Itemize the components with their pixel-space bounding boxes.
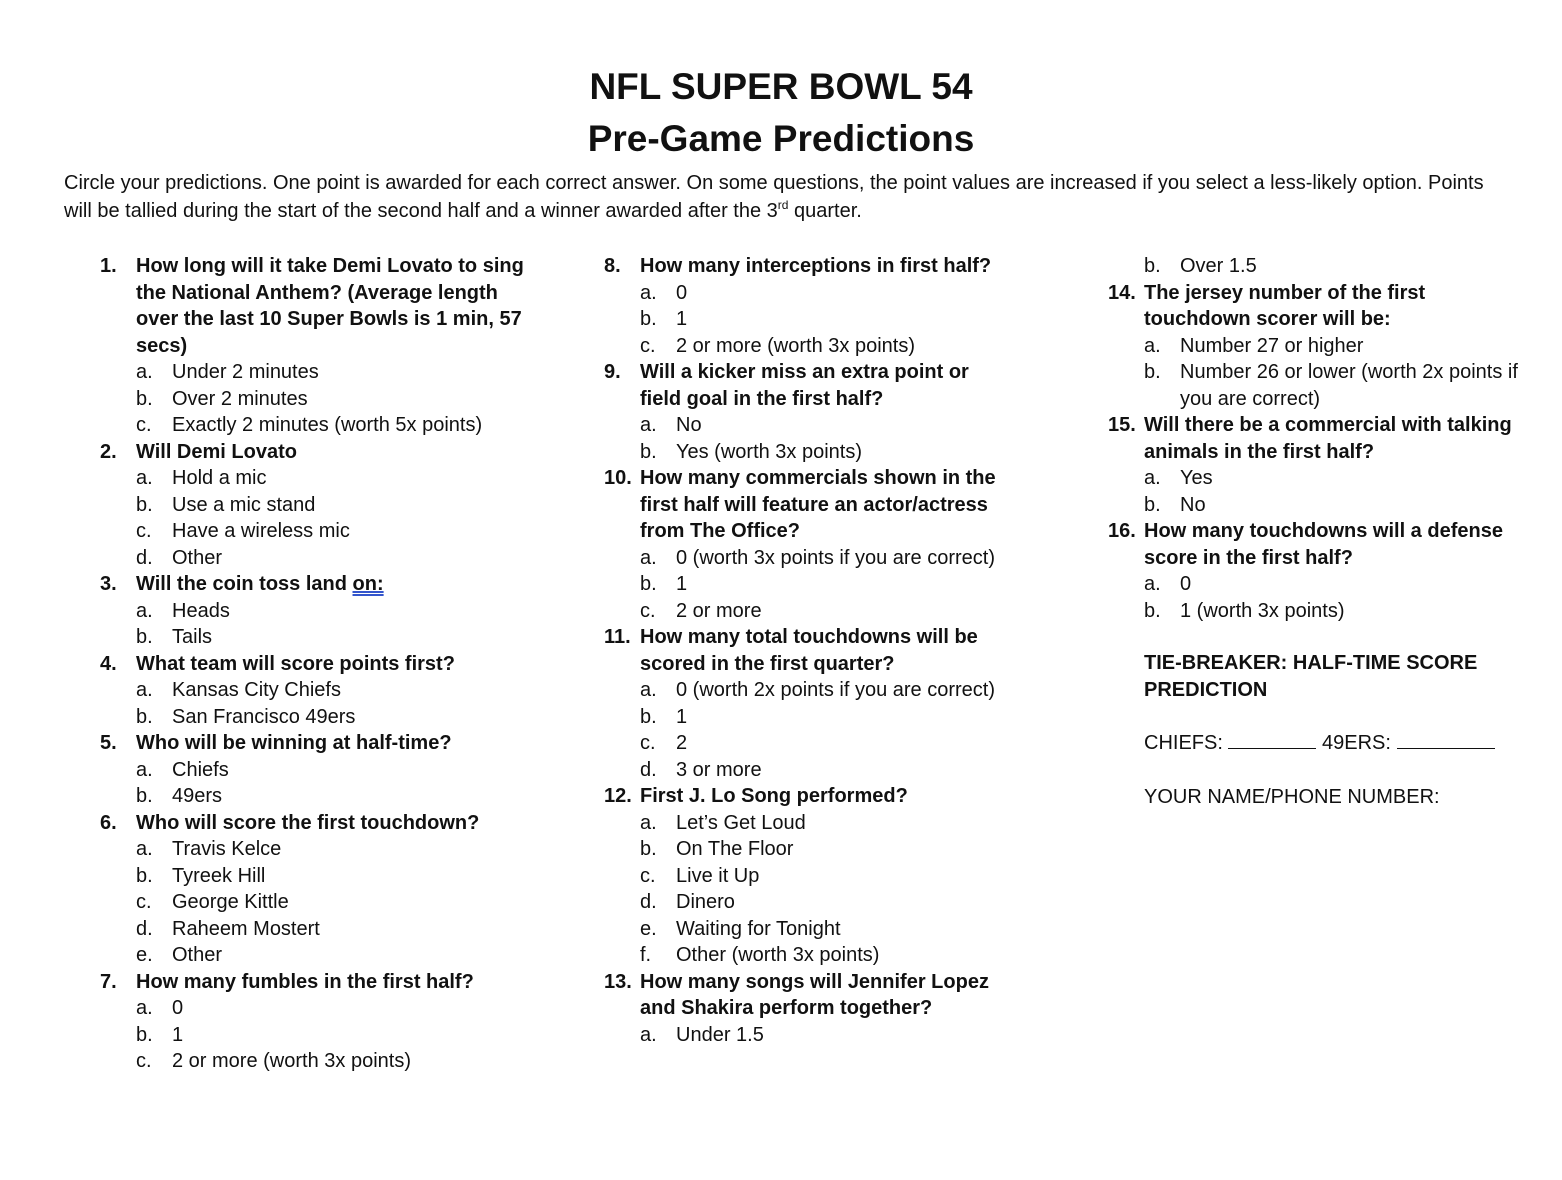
answer-option[interactable] bbox=[100, 863, 530, 890]
option-letter: a. bbox=[136, 679, 153, 701]
answer-option[interactable] bbox=[604, 306, 1004, 333]
option-letter: b. bbox=[640, 838, 657, 860]
option-letter: a. bbox=[1144, 334, 1161, 357]
option-letter: a. bbox=[136, 758, 153, 781]
option-letter: b. bbox=[136, 785, 153, 807]
answer-option[interactable] bbox=[100, 545, 530, 572]
option-letter: b. bbox=[640, 573, 657, 595]
option-letter: d. bbox=[136, 546, 153, 569]
answer-option[interactable] bbox=[100, 1022, 530, 1049]
option-letter: b. bbox=[136, 387, 153, 410]
option-text: Use a mic stand bbox=[172, 493, 316, 516]
option-text: George Kittle bbox=[172, 891, 289, 913]
question-text: What team will score points first? bbox=[136, 652, 455, 675]
option-text: 3 or more bbox=[676, 758, 762, 781]
column-left bbox=[100, 253, 530, 1075]
option-text: Yes bbox=[1180, 467, 1213, 489]
option-letter: a. bbox=[136, 467, 153, 489]
option-letter: d. bbox=[640, 891, 657, 913]
option-text: 2 or more (worth 3x points) bbox=[676, 334, 915, 357]
question-number: 5. bbox=[100, 732, 117, 754]
question-text-part: Will the coin toss land bbox=[136, 573, 353, 595]
question-text: Will a kicker miss an extra point or field goal in the first half? bbox=[640, 361, 969, 410]
option-text: Kansas City Chiefs bbox=[172, 679, 341, 701]
option-letter: a. bbox=[640, 1023, 657, 1046]
chiefs-score-label: CHIEFS: bbox=[1144, 732, 1223, 754]
question-13-continued bbox=[1108, 253, 1528, 280]
option-text: Over 2 minutes bbox=[172, 387, 308, 410]
option-letter: a. bbox=[136, 599, 153, 622]
question-8 bbox=[604, 253, 1004, 359]
question-number: 11. bbox=[604, 626, 631, 648]
option-letter: e. bbox=[136, 944, 153, 966]
option-letter: a. bbox=[1144, 467, 1161, 489]
question-text: Will Demi Lovato bbox=[136, 440, 297, 463]
answer-option[interactable] bbox=[604, 730, 1004, 757]
answer-option[interactable] bbox=[100, 704, 530, 731]
question-number: 15. bbox=[1108, 414, 1136, 436]
answer-option[interactable] bbox=[100, 783, 530, 810]
option-text: Exactly 2 minutes (worth 5x points) bbox=[172, 414, 483, 436]
answer-option[interactable] bbox=[100, 836, 530, 863]
option-letter: a. bbox=[640, 811, 657, 834]
option-letter: b. bbox=[640, 440, 657, 463]
question-7 bbox=[100, 969, 530, 1075]
question-text: The jersey number of the first touchdown scorer will be: bbox=[1144, 281, 1426, 330]
answer-option[interactable] bbox=[100, 916, 530, 943]
niners-score-blank[interactable] bbox=[1397, 730, 1495, 749]
answer-option[interactable] bbox=[100, 677, 530, 704]
answer-option[interactable] bbox=[100, 518, 530, 545]
option-text: On The Floor bbox=[676, 838, 794, 860]
question-number: 16. bbox=[1108, 520, 1136, 542]
option-text: Let’s Get Loud bbox=[676, 811, 806, 834]
answer-option[interactable] bbox=[604, 863, 1004, 890]
ordinal-suffix: rd bbox=[777, 198, 789, 212]
answer-option[interactable] bbox=[604, 439, 1004, 466]
question-text: How many fumbles in the first half? bbox=[136, 970, 474, 993]
question-text: Will there be a commercial with talking animals in the first half? bbox=[1144, 414, 1512, 463]
question-6 bbox=[100, 810, 530, 969]
answer-option[interactable] bbox=[604, 757, 1004, 784]
option-text: Number 27 or higher bbox=[1180, 334, 1364, 357]
option-letter: b. bbox=[640, 308, 657, 330]
question-2 bbox=[100, 439, 530, 572]
option-letter: c. bbox=[640, 334, 656, 357]
answer-option[interactable] bbox=[604, 810, 1004, 837]
answer-option[interactable] bbox=[604, 280, 1004, 307]
tiebreaker-score-row bbox=[1108, 730, 1528, 757]
option-letter: c. bbox=[640, 864, 656, 887]
option-letter: b. bbox=[640, 705, 657, 728]
option-letter: a. bbox=[136, 997, 153, 1019]
answer-option[interactable] bbox=[100, 412, 530, 439]
option-letter: b. bbox=[1144, 361, 1161, 383]
question-14 bbox=[1108, 280, 1528, 413]
option-text: Raheem Mostert bbox=[172, 917, 320, 940]
question-number: 3. bbox=[100, 573, 117, 595]
option-text: Yes (worth 3x points) bbox=[676, 440, 863, 463]
question-13 bbox=[604, 969, 1004, 1049]
option-letter: b. bbox=[136, 493, 153, 516]
option-text: 2 or more bbox=[676, 599, 762, 622]
answer-option[interactable] bbox=[604, 1022, 1004, 1049]
answer-option[interactable] bbox=[100, 359, 530, 386]
instructions-text: Circle your predictions. One point is awarded for each correct answer. On some questions, the point values are increased if you select a less-likely option. Points will be tallied during the start of the second half and a winner awarded after the 3 bbox=[64, 172, 1484, 222]
option-text: 0 bbox=[172, 997, 184, 1019]
option-text: 0 (worth 2x points if you are correct) bbox=[676, 679, 996, 701]
answer-option[interactable] bbox=[1108, 492, 1528, 519]
question-text: How many touchdowns will a defense score in the first half? bbox=[1144, 520, 1503, 569]
option-text: Tyreek Hill bbox=[172, 864, 266, 887]
question-5 bbox=[100, 730, 530, 810]
answer-option[interactable] bbox=[604, 836, 1004, 863]
answer-option[interactable] bbox=[100, 995, 530, 1022]
option-letter: c. bbox=[136, 520, 152, 542]
answer-option[interactable] bbox=[1108, 571, 1528, 598]
option-letter: a. bbox=[640, 546, 657, 569]
question-number: 10. bbox=[604, 467, 632, 489]
option-letter: b. bbox=[136, 705, 153, 728]
option-letter: b. bbox=[1144, 493, 1161, 516]
option-letter: a. bbox=[640, 679, 657, 701]
page-subtitle: Pre-Game Predictions bbox=[587, 118, 975, 159]
question-15 bbox=[1108, 412, 1528, 518]
question-number: 12. bbox=[604, 785, 632, 807]
answer-option[interactable] bbox=[1108, 333, 1528, 360]
question-text: Who will score the first touchdown? bbox=[136, 811, 480, 834]
option-text: 2 or more (worth 3x points) bbox=[172, 1050, 411, 1072]
question-text bbox=[136, 571, 530, 598]
option-text: 0 bbox=[676, 281, 688, 304]
option-text: Over 1.5 bbox=[1180, 255, 1257, 277]
option-letter: c. bbox=[136, 1050, 152, 1072]
option-text: 1 bbox=[676, 573, 688, 595]
option-letter: d. bbox=[640, 758, 657, 781]
question-11 bbox=[604, 624, 1004, 783]
option-text: 1 (worth 3x points) bbox=[1180, 599, 1345, 622]
question-text: How many songs will Jennifer Lopez and Shakira perform together? bbox=[640, 970, 989, 1019]
question-1 bbox=[100, 253, 530, 439]
option-text: Live it Up bbox=[676, 864, 760, 887]
question-text: How many total touchdowns will be scored in the first quarter? bbox=[640, 626, 978, 675]
option-letter: a. bbox=[136, 838, 153, 860]
question-text: How many interceptions in first half? bbox=[640, 255, 992, 277]
option-text: Have a wireless mic bbox=[172, 520, 350, 542]
option-letter: c. bbox=[640, 599, 656, 622]
answer-option[interactable] bbox=[604, 677, 1004, 704]
answer-option[interactable] bbox=[604, 545, 1004, 572]
option-letter: b. bbox=[1144, 255, 1161, 277]
question-text: How many commercials shown in the first half will feature an actor/actress from The Office? bbox=[640, 467, 996, 542]
answer-option[interactable] bbox=[604, 333, 1004, 360]
question-text: How long will it take Demi Lovato to sing the National Anthem? (Average length over the last 10 Super Bowls is 1 min, 57 secs) bbox=[136, 255, 524, 357]
option-letter: a. bbox=[136, 361, 153, 383]
option-text: 0 bbox=[1180, 573, 1192, 595]
name-phone-label: YOUR NAME/PHONE NUMBER: bbox=[1144, 785, 1440, 808]
page-title: NFL SUPER BOWL 54 bbox=[589, 66, 973, 107]
tiebreaker-heading: TIE-BREAKER: HALF-TIME SCORE PREDICTION bbox=[1144, 652, 1478, 701]
answer-option[interactable] bbox=[604, 571, 1004, 598]
option-letter: b. bbox=[1144, 599, 1161, 622]
column-right bbox=[1108, 253, 1528, 810]
answer-option[interactable] bbox=[100, 465, 530, 492]
question-9 bbox=[604, 359, 1004, 465]
answer-option[interactable] bbox=[100, 757, 530, 784]
option-text: 1 bbox=[676, 308, 688, 330]
answer-option[interactable] bbox=[100, 386, 530, 413]
answer-option[interactable] bbox=[1108, 465, 1528, 492]
option-text: No bbox=[676, 414, 702, 436]
option-letter: b. bbox=[136, 626, 153, 648]
spellcheck-underlined-word: on: bbox=[352, 573, 384, 595]
answer-option[interactable] bbox=[604, 889, 1004, 916]
option-text: Chiefs bbox=[172, 758, 229, 781]
question-3 bbox=[100, 571, 530, 651]
option-letter: c. bbox=[136, 891, 152, 913]
option-text: Travis Kelce bbox=[172, 838, 282, 860]
option-letter: d. bbox=[136, 917, 153, 940]
option-text: Under 1.5 bbox=[676, 1023, 764, 1046]
answer-option[interactable] bbox=[604, 704, 1004, 731]
instructions-paragraph bbox=[64, 169, 1504, 225]
column-middle bbox=[604, 253, 1004, 1048]
option-text: Number 26 or lower (worth 2x points if you are correct) bbox=[1180, 361, 1518, 410]
answer-option[interactable] bbox=[604, 412, 1004, 439]
instructions-text-end: quarter. bbox=[788, 200, 862, 222]
niners-score-label: 49ERS: bbox=[1322, 732, 1391, 754]
answer-option[interactable] bbox=[100, 624, 530, 651]
answer-option[interactable] bbox=[604, 942, 1004, 969]
option-text: 1 bbox=[172, 1023, 184, 1046]
question-4 bbox=[100, 651, 530, 731]
option-text: Other (worth 3x points) bbox=[676, 944, 880, 966]
question-number: 9. bbox=[604, 361, 621, 383]
option-letter: a. bbox=[1144, 573, 1161, 595]
option-text: Hold a mic bbox=[172, 467, 267, 489]
option-text: Heads bbox=[172, 599, 230, 622]
question-number: 14. bbox=[1108, 281, 1136, 304]
question-number: 6. bbox=[100, 811, 117, 834]
question-16 bbox=[1108, 518, 1528, 624]
option-letter: e. bbox=[640, 917, 657, 940]
option-letter: c. bbox=[136, 414, 152, 436]
option-text: 1 bbox=[676, 705, 688, 728]
option-text: 2 bbox=[676, 732, 688, 754]
option-text: No bbox=[1180, 493, 1206, 516]
answer-option[interactable] bbox=[1108, 598, 1528, 625]
answer-option[interactable] bbox=[100, 889, 530, 916]
option-letter: f. bbox=[640, 944, 652, 966]
option-letter: a. bbox=[640, 281, 657, 304]
answer-option[interactable] bbox=[100, 1048, 530, 1075]
answer-option[interactable] bbox=[100, 942, 530, 969]
answer-option[interactable] bbox=[604, 598, 1004, 625]
option-text: Under 2 minutes bbox=[172, 361, 319, 383]
question-10 bbox=[604, 465, 1004, 624]
question-number: 1. bbox=[100, 255, 117, 277]
answer-option[interactable] bbox=[100, 598, 530, 625]
answer-option[interactable] bbox=[1108, 253, 1528, 280]
option-letter: c. bbox=[640, 732, 656, 754]
question-number: 2. bbox=[100, 440, 117, 463]
question-number: 4. bbox=[100, 652, 117, 675]
question-text: Who will be winning at half-time? bbox=[136, 732, 452, 754]
question-number: 8. bbox=[604, 255, 621, 277]
question-text: First J. Lo Song performed? bbox=[640, 785, 908, 807]
answer-option[interactable] bbox=[100, 492, 530, 519]
question-number: 7. bbox=[100, 970, 117, 993]
option-letter: b. bbox=[136, 1023, 153, 1046]
option-text: Tails bbox=[172, 626, 213, 648]
question-number: 13. bbox=[604, 970, 632, 993]
option-text: Other bbox=[172, 944, 223, 966]
option-letter: a. bbox=[640, 414, 657, 436]
option-text: Waiting for Tonight bbox=[676, 917, 841, 940]
option-text: 49ers bbox=[172, 785, 223, 807]
question-12 bbox=[604, 783, 1004, 969]
answer-option[interactable] bbox=[1108, 359, 1528, 412]
chiefs-score-blank[interactable] bbox=[1228, 730, 1316, 749]
option-text: Dinero bbox=[676, 891, 735, 913]
option-text: 0 (worth 3x points if you are correct) bbox=[676, 546, 996, 569]
option-text: Other bbox=[172, 546, 223, 569]
answer-option[interactable] bbox=[604, 916, 1004, 943]
option-text: San Francisco 49ers bbox=[172, 705, 356, 728]
option-letter: b. bbox=[136, 864, 153, 887]
